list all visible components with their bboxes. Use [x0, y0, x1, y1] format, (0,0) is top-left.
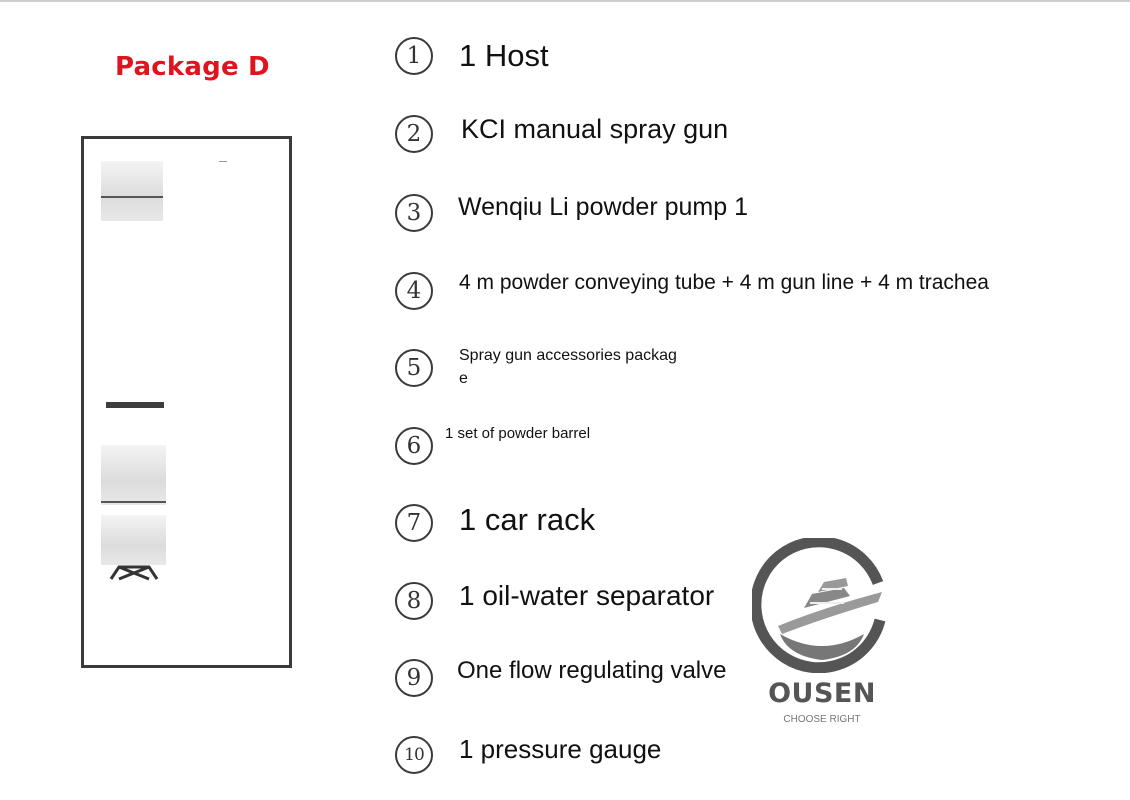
item-number: 6 [395, 427, 433, 465]
item-number: 2 [395, 115, 433, 153]
diagram-mark [219, 161, 227, 162]
item-text: 1 set of powder barrel [445, 425, 591, 442]
item-number: 1 [395, 37, 433, 75]
item-number: 3 [395, 194, 433, 232]
item-number: 8 [395, 582, 433, 620]
logo-tagline: CHOOSE RIGHT [783, 714, 861, 725]
top-divider [0, 0, 1130, 2]
rail-bar [106, 402, 164, 408]
item-number: 5 [395, 349, 433, 387]
item-number: 10 [395, 736, 433, 774]
item-text: 4 m powder conveying tube + 4 m gun line + 4 m trachea [459, 271, 989, 294]
item-number: 9 [395, 659, 433, 697]
item-text: 1 car rack [459, 502, 596, 537]
item-number: 4 [395, 272, 433, 310]
powder-barrel-image [101, 445, 166, 505]
ousen-logo [752, 538, 892, 728]
host-unit-image [101, 161, 163, 221]
logo-wordmark: OUSEN [768, 678, 876, 709]
ship-emblem-icon [752, 538, 892, 673]
cart-base-image [101, 515, 166, 565]
equipment-diagram [81, 136, 292, 668]
item-text: One flow regulating valve [457, 657, 727, 684]
item-text: 1 oil-water separator [459, 580, 715, 611]
item-text: Wenqiu Li powder pump 1 [458, 193, 748, 221]
item-text: Spray gun accessories packag [459, 347, 677, 364]
item-text: 1 pressure gauge [459, 734, 662, 764]
item-text: KCI manual spray gun [461, 114, 729, 144]
cart-stand-icon [109, 563, 159, 581]
item-number: 7 [395, 504, 433, 542]
item-text: 1 Host [459, 38, 549, 73]
package-title: Package D [115, 52, 270, 82]
item-text-continued: e [459, 370, 468, 387]
